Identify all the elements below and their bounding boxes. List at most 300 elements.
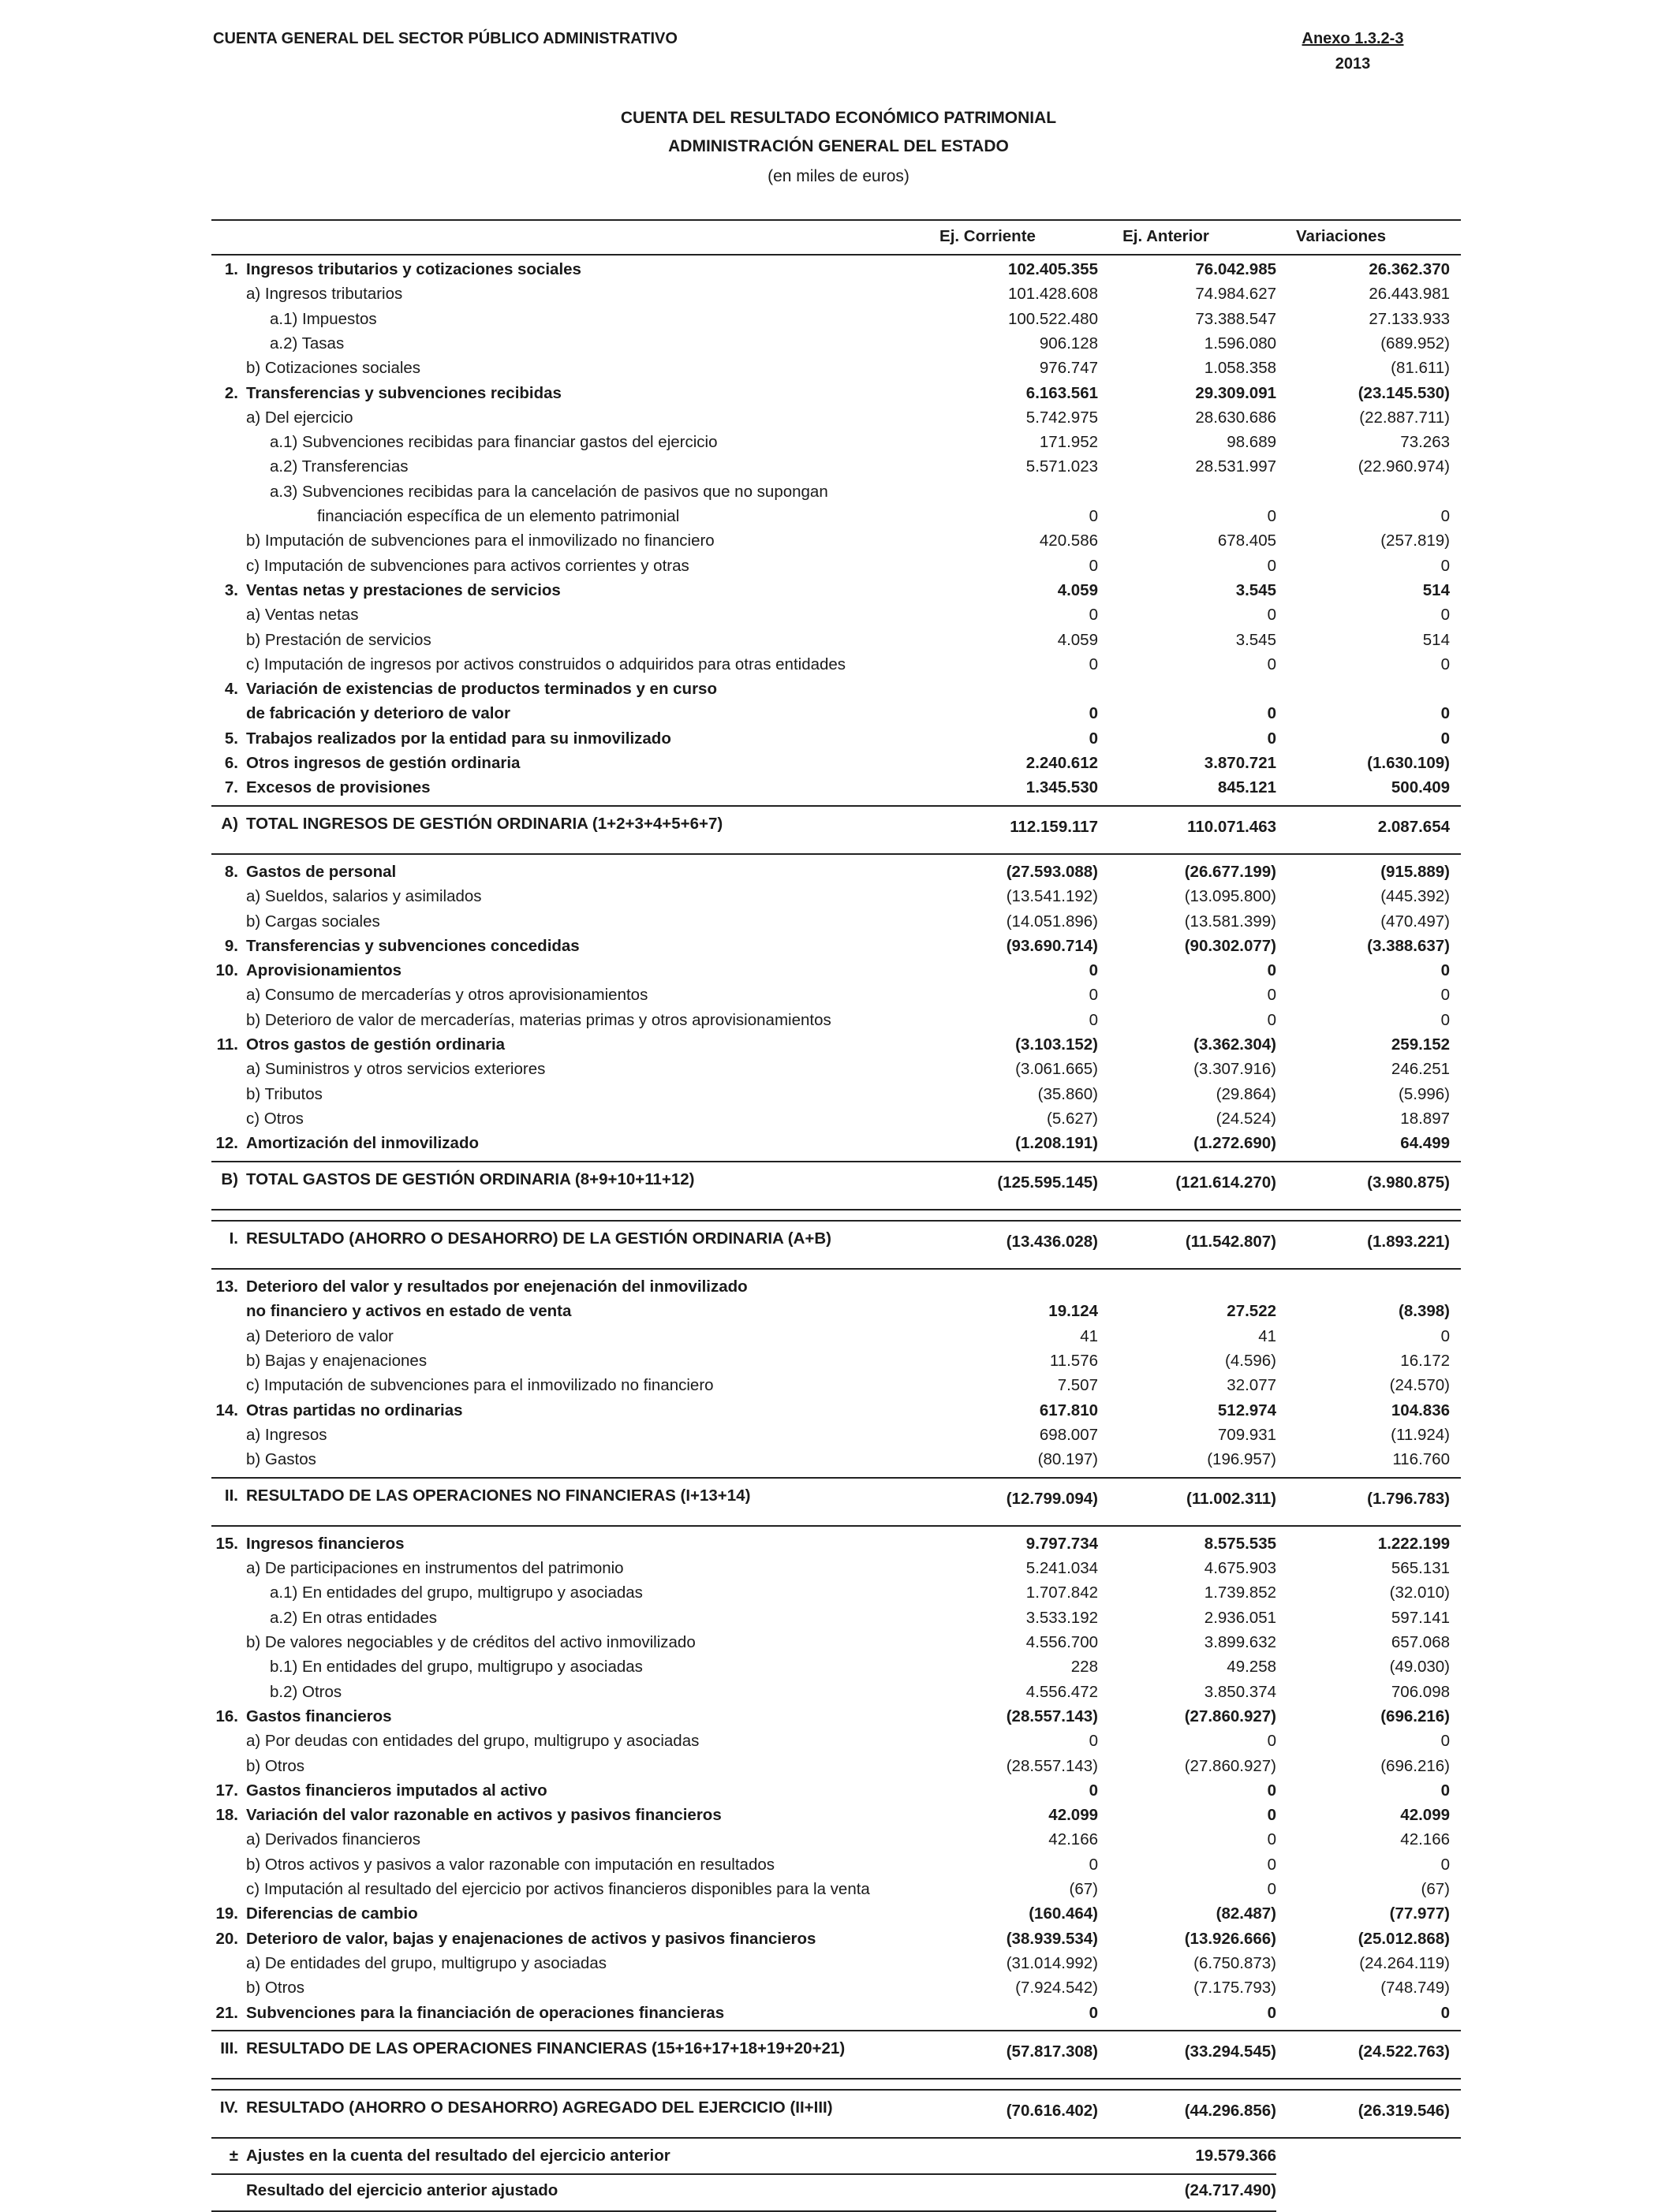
value-previous: (7.175.793) — [1193, 1979, 1276, 1998]
value-current: 0 — [1089, 986, 1098, 1005]
sub-item-row — [0, 1732, 1677, 1756]
value-current: 4.556.700 — [1025, 1633, 1098, 1651]
total-rule-top — [211, 805, 1461, 807]
item-label: b.2) Otros — [270, 1682, 342, 1701]
sub-item-row — [0, 1633, 1677, 1658]
column-header-previous: Ej. Anterior — [1122, 227, 1209, 245]
sub-item-row — [0, 1683, 1677, 1707]
value-previous: (33.294.545) — [1184, 2042, 1276, 2061]
line-item-row — [0, 581, 1677, 606]
value-current: (31.014.992) — [1006, 1953, 1098, 1972]
sub-item-row — [0, 334, 1677, 359]
value-previous: 0 — [1267, 1855, 1276, 1874]
value-current: (27.593.088) — [1006, 862, 1098, 881]
sub-item-row — [0, 310, 1677, 334]
value-current: 7.507 — [1057, 1376, 1098, 1395]
sub-item-row — [0, 912, 1677, 937]
item-label: RESULTADO DE LAS OPERACIONES NO FINANCIERAS (I+13+14) — [246, 1486, 751, 1505]
value-current: (160.464) — [1029, 1904, 1098, 1923]
item-label: c) Imputación al resultado del ejercicio por activos financieros disponibles para la venta — [246, 1880, 870, 1898]
item-label: b) Otros — [246, 1979, 305, 1998]
line-item-row — [0, 1806, 1677, 1830]
value-current: 0 — [1089, 2003, 1098, 2022]
item-label: a) De participaciones en instrumentos del patrimonio — [246, 1559, 624, 1578]
value-previous: (1.272.690) — [1193, 1134, 1276, 1153]
value-variation: 0 — [1440, 506, 1450, 525]
value-previous: 0 — [1267, 729, 1276, 748]
value-current: 0 — [1089, 1010, 1098, 1029]
value-current: (13.436.028) — [1006, 1232, 1098, 1251]
value-variation: 0 — [1440, 606, 1450, 625]
value-current: 228 — [1070, 1658, 1098, 1677]
item-label: a.2) Transferencias — [270, 457, 409, 476]
item-number: II. — [224, 1486, 238, 1505]
item-label: b) Otros — [246, 1756, 305, 1775]
line-item-row — [0, 729, 1677, 754]
item-label: Transferencias y subvenciones recibidas — [246, 383, 562, 402]
report-entity: CUENTA GENERAL DEL SECTOR PÚBLICO ADMINISTRATIVO — [213, 30, 678, 47]
total-row — [0, 1170, 1677, 1201]
sub-item-row — [0, 483, 1677, 532]
value-previous: 29.309.091 — [1195, 383, 1276, 402]
line-item-row — [0, 1035, 1677, 1060]
value-variation: 0 — [1440, 1781, 1450, 1800]
value-variation: 500.409 — [1391, 778, 1450, 797]
item-number: A) — [221, 814, 238, 833]
value-variation: 26.362.370 — [1369, 260, 1450, 278]
value-variation: 0 — [1440, 986, 1450, 1005]
line-item-row — [0, 961, 1677, 986]
item-label: a) Deterioro de valor — [246, 1326, 394, 1345]
value-variation: (445.392) — [1380, 887, 1450, 906]
value-variation: 64.499 — [1400, 1134, 1450, 1153]
total-rule-top — [211, 2030, 1461, 2031]
item-number: 14. — [215, 1401, 238, 1419]
value-current: 0 — [1089, 704, 1098, 723]
sub-item-row — [0, 986, 1677, 1010]
value-variation: 0 — [1440, 1326, 1450, 1345]
value-previous: (27.860.927) — [1184, 1756, 1276, 1775]
item-label: Deterioro del valor y resultados por enejenación del inmovilizado — [246, 1278, 748, 1296]
sub-item-row — [0, 1085, 1677, 1110]
value-current: 102.405.355 — [1007, 260, 1098, 278]
value-previous: 678.405 — [1217, 532, 1276, 550]
value-current: 112.159.117 — [1010, 817, 1098, 836]
line-item-row — [0, 680, 1677, 729]
item-label: Transferencias y subvenciones concedidas — [246, 936, 580, 955]
sub-item-row — [0, 1856, 1677, 1880]
value-variation: 73.263 — [1400, 433, 1450, 452]
value-variation: 18.897 — [1400, 1109, 1450, 1128]
value-previous: 1.596.080 — [1204, 334, 1276, 353]
value-current: 101.428.608 — [1007, 285, 1098, 304]
value-variation: (81.611) — [1391, 359, 1450, 378]
currency-unit: (en miles de euros) — [768, 167, 909, 185]
value-current: 1.345.530 — [1025, 778, 1098, 797]
item-number: III. — [220, 2039, 238, 2057]
value-variation: (748.749) — [1380, 1979, 1450, 1998]
value-previous: (4.596) — [1225, 1352, 1276, 1370]
value-variation: 0 — [1440, 1855, 1450, 1874]
value-current: 906.128 — [1039, 334, 1098, 353]
value-previous: (24.524) — [1216, 1109, 1276, 1128]
item-number: IV. — [219, 2098, 238, 2117]
value-current: (7.924.542) — [1015, 1979, 1098, 1998]
item-label: Diferencias de cambio — [246, 1904, 418, 1923]
value-variation: (22.887.711) — [1359, 408, 1450, 427]
value-previous: (13.095.800) — [1184, 887, 1276, 906]
adjustment-rule — [211, 2173, 1276, 2175]
item-label: c) Imputación de subvenciones para activos corrientes y otras — [246, 556, 689, 575]
value-variation: (3.388.637) — [1367, 936, 1450, 955]
value-current: (14.051.896) — [1006, 912, 1098, 931]
value-variation: 0 — [1440, 1010, 1450, 1029]
line-item-row — [0, 754, 1677, 778]
value-variation: (24.570) — [1389, 1376, 1450, 1395]
item-label: a.3) Subvenciones recibidas para la cancelación de pasivos que no supongan — [270, 482, 828, 501]
value-previous: 709.931 — [1217, 1425, 1276, 1444]
item-label: c) Imputación de subvenciones para el inmovilizado no financiero — [246, 1376, 714, 1395]
item-number: ± — [229, 2147, 238, 2165]
item-label: Resultado del ejercicio anterior ajustado — [246, 2180, 558, 2199]
value-current: 5.241.034 — [1025, 1559, 1098, 1578]
value-previous: (13.926.666) — [1184, 1929, 1276, 1948]
value-previous: 0 — [1267, 506, 1276, 525]
item-label: RESULTADO DE LAS OPERACIONES FINANCIERAS (15+16+17+18+19+20+21) — [246, 2039, 846, 2057]
value-previous: 3.545 — [1235, 580, 1276, 599]
value-previous: 0 — [1267, 556, 1276, 575]
sub-item-row — [0, 631, 1677, 655]
line-item-row — [0, 1707, 1677, 1732]
value-current: 4.059 — [1057, 630, 1098, 649]
value-previous: 76.042.985 — [1195, 260, 1276, 278]
total-rule-bottom — [211, 1525, 1461, 1527]
value-previous: 73.388.547 — [1195, 309, 1276, 328]
value-current: (28.557.143) — [1006, 1707, 1098, 1725]
item-label: a) Ventas netas — [246, 606, 359, 625]
total-row — [0, 1229, 1677, 1260]
item-number: 21. — [215, 2003, 238, 2022]
value-current: (12.799.094) — [1006, 1489, 1098, 1508]
sub-item-row — [0, 1979, 1677, 2003]
annex-reference: Anexo 1.3.2-3 — [1302, 30, 1404, 47]
item-label: Variación de existencias de productos terminados y en curso — [246, 680, 717, 699]
line-item-row — [0, 260, 1677, 285]
value-current: 617.810 — [1039, 1401, 1098, 1419]
total-row — [0, 2039, 1677, 2070]
item-number: 1. — [224, 260, 238, 278]
value-previous: (82.487) — [1216, 1904, 1276, 1923]
item-label: b) Cargas sociales — [246, 912, 380, 931]
line-item-row — [0, 778, 1677, 803]
column-header-variation: Variaciones — [1296, 227, 1386, 245]
value-current: 976.747 — [1039, 359, 1098, 378]
value-previous: 0 — [1267, 655, 1276, 673]
value-current: 42.166 — [1048, 1830, 1098, 1849]
item-label: a) Suministros y otros servicios exteriores — [246, 1060, 546, 1079]
total-rule-bottom — [211, 853, 1461, 855]
value-previous: 4.675.903 — [1204, 1559, 1276, 1578]
value-current: 100.522.480 — [1007, 309, 1098, 328]
value-current: 0 — [1089, 506, 1098, 525]
value-previous: 110.071.463 — [1187, 817, 1276, 836]
item-label: Otras partidas no ordinarias — [246, 1401, 463, 1419]
sub-item-row — [0, 1110, 1677, 1134]
sub-item-row — [0, 2181, 1677, 2206]
line-item-row — [0, 863, 1677, 887]
value-variation: (689.952) — [1380, 334, 1450, 353]
total-rule-bottom — [211, 1209, 1461, 1210]
item-number: 7. — [224, 778, 238, 797]
value-current: (13.541.192) — [1006, 887, 1098, 906]
line-item-row — [0, 2004, 1677, 2028]
item-number: 4. — [224, 680, 238, 699]
item-label: Aprovisionamientos — [246, 961, 402, 980]
value-variation: 1.222.199 — [1377, 1534, 1450, 1553]
sub-item-row — [0, 1880, 1677, 1904]
value-current: 19.124 — [1048, 1302, 1098, 1321]
value-current: 5.571.023 — [1025, 457, 1098, 476]
value-current: 2.240.612 — [1025, 754, 1098, 772]
value-variation: 0 — [1440, 655, 1450, 673]
value-variation: 657.068 — [1391, 1633, 1450, 1651]
sub-item-row — [0, 457, 1677, 482]
value-variation: 27.133.933 — [1369, 309, 1450, 328]
sub-item-row — [0, 1830, 1677, 1855]
value-current: 0 — [1089, 606, 1098, 625]
value-current: (3.061.665) — [1015, 1060, 1098, 1079]
value-variation: (26.319.546) — [1358, 2102, 1450, 2121]
value-previous: 28.531.997 — [1195, 457, 1276, 476]
value-variation: 246.251 — [1391, 1060, 1450, 1079]
total-rule-top — [211, 2089, 1461, 2091]
value-variation: (67) — [1421, 1880, 1450, 1898]
value-previous: 3.850.374 — [1204, 1682, 1276, 1701]
line-item-row — [0, 1401, 1677, 1426]
item-number: I. — [229, 1229, 238, 1248]
value-variation: 514 — [1422, 630, 1450, 649]
value-variation: (1.796.783) — [1367, 1489, 1450, 1508]
item-label: b) Prestación de servicios — [246, 630, 431, 649]
value-variation: 597.141 — [1391, 1608, 1450, 1627]
item-label: c) Otros — [246, 1109, 304, 1128]
value-previous: (3.307.916) — [1193, 1060, 1276, 1079]
line-item-row — [0, 1278, 1677, 1327]
table-top-rule — [211, 219, 1461, 221]
sub-item-row — [0, 1658, 1677, 1682]
item-label: Subvenciones para la financiación de operaciones financieras — [246, 2003, 725, 2022]
item-number: 8. — [224, 862, 238, 881]
total-rule-bottom — [211, 1268, 1461, 1270]
value-current: 0 — [1089, 556, 1098, 575]
item-label: a.2) En otras entidades — [270, 1608, 437, 1627]
value-current: 1.707.842 — [1025, 1583, 1098, 1602]
value-variation: 0 — [1440, 729, 1450, 748]
value-current: (28.557.143) — [1006, 1756, 1098, 1775]
total-rule-top — [211, 1477, 1461, 1479]
item-label: c) Imputación de ingresos por activos construidos o adquiridos para otras entidades — [246, 655, 846, 673]
value-current: 4.059 — [1057, 580, 1098, 599]
value-previous: (24.717.490) — [1184, 2180, 1276, 2199]
value-current: 4.556.472 — [1025, 1682, 1098, 1701]
item-label: a) Sueldos, salarios y asimilados — [246, 887, 482, 906]
item-label: TOTAL GASTOS DE GESTIÓN ORDINARIA (8+9+10+11+12) — [246, 1169, 695, 1188]
item-number: 12. — [215, 1134, 238, 1153]
item-number: 5. — [224, 729, 238, 748]
item-number: 17. — [215, 1781, 238, 1800]
value-variation: 0 — [1440, 704, 1450, 723]
value-variation: (25.012.868) — [1358, 1929, 1450, 1948]
value-previous: (6.750.873) — [1193, 1953, 1276, 1972]
value-variation: (696.216) — [1380, 1707, 1450, 1725]
line-item-row — [0, 2147, 1677, 2171]
sub-item-row — [0, 1609, 1677, 1633]
value-previous: 41 — [1258, 1326, 1276, 1345]
item-label: a) De entidades del grupo, multigrupo y asociadas — [246, 1953, 607, 1972]
item-label: b.1) En entidades del grupo, multigrupo y asociadas — [270, 1658, 643, 1677]
item-label: Ajustes en la cuenta del resultado del ejercicio anterior — [246, 2147, 670, 2165]
item-number: 2. — [224, 383, 238, 402]
value-variation: 0 — [1440, 961, 1450, 980]
item-number: B) — [221, 1169, 238, 1188]
value-previous: 0 — [1267, 1806, 1276, 1825]
line-item-row — [0, 384, 1677, 408]
item-number: 18. — [215, 1806, 238, 1825]
value-current: 698.007 — [1039, 1425, 1098, 1444]
value-variation: (49.030) — [1389, 1658, 1450, 1677]
value-previous: (3.362.304) — [1193, 1035, 1276, 1054]
total-rule-top — [211, 1161, 1461, 1162]
item-label: b) Gastos — [246, 1450, 316, 1469]
value-current: 11.576 — [1049, 1352, 1098, 1370]
value-current: (125.595.145) — [997, 1173, 1098, 1192]
value-variation: 706.098 — [1391, 1682, 1450, 1701]
value-current: (35.860) — [1037, 1084, 1098, 1103]
item-label: Gastos financieros — [246, 1707, 392, 1725]
line-item-row — [0, 1904, 1677, 1929]
sub-item-row — [0, 1559, 1677, 1583]
item-label: b) Cotizaciones sociales — [246, 359, 421, 378]
value-previous: 49.258 — [1227, 1658, 1276, 1677]
line-item-row — [0, 1781, 1677, 1806]
line-item-row — [0, 1535, 1677, 1559]
item-label: a.1) En entidades del grupo, multigrupo y asociadas — [270, 1583, 643, 1602]
item-label: a.1) Subvenciones recibidas para financiar gastos del ejercicio — [270, 433, 718, 452]
item-label: a) Ingresos — [246, 1425, 327, 1444]
value-previous: (27.860.927) — [1184, 1707, 1276, 1725]
item-label: a.2) Tasas — [270, 334, 345, 353]
value-current: 6.163.561 — [1025, 383, 1098, 402]
sub-item-row — [0, 606, 1677, 630]
value-previous: (29.864) — [1216, 1084, 1276, 1103]
value-previous: 32.077 — [1227, 1376, 1276, 1395]
value-current: 0 — [1089, 729, 1098, 748]
value-current: (5.627) — [1047, 1109, 1098, 1128]
value-current: 420.586 — [1039, 532, 1098, 550]
item-number: 3. — [224, 580, 238, 599]
value-current: 41 — [1080, 1326, 1098, 1345]
value-variation: 16.172 — [1400, 1352, 1450, 1370]
sub-item-row — [0, 1426, 1677, 1450]
value-previous: 3.899.632 — [1204, 1633, 1276, 1651]
value-current: (80.197) — [1037, 1450, 1098, 1469]
statement-title: CUENTA DEL RESULTADO ECONÓMICO PATRIMONIAL — [620, 109, 1057, 127]
item-label: a) Por deudas con entidades del grupo, multigrupo y asociadas — [246, 1732, 700, 1751]
total-rule-top — [211, 1220, 1461, 1222]
value-variation: 42.166 — [1400, 1830, 1450, 1849]
value-current: (93.690.714) — [1006, 936, 1098, 955]
item-label: Amortización del inmovilizado — [246, 1134, 480, 1153]
value-current: (70.616.402) — [1006, 2102, 1098, 2121]
value-variation: (696.216) — [1380, 1756, 1450, 1775]
value-variation: (77.977) — [1389, 1904, 1450, 1923]
column-header-rule — [211, 254, 1461, 256]
value-previous: (13.581.399) — [1184, 912, 1276, 931]
value-variation: (11.924) — [1391, 1425, 1450, 1444]
value-variation: (5.996) — [1399, 1084, 1450, 1103]
item-label: a) Ingresos tributarios — [246, 285, 403, 304]
item-label: Gastos de personal — [246, 862, 397, 881]
sub-item-row — [0, 359, 1677, 383]
item-number: 10. — [215, 961, 238, 980]
value-previous: 74.984.627 — [1195, 285, 1276, 304]
value-previous: 28.630.686 — [1195, 408, 1276, 427]
value-current: 0 — [1089, 961, 1098, 980]
value-variation: 26.443.981 — [1369, 285, 1450, 304]
value-previous: 1.739.852 — [1204, 1583, 1276, 1602]
sub-item-row — [0, 285, 1677, 309]
value-current: 5.742.975 — [1025, 408, 1098, 427]
sub-item-row — [0, 1583, 1677, 1608]
line-item-row — [0, 1930, 1677, 1954]
value-variation: 116.760 — [1392, 1450, 1450, 1469]
sub-item-row — [0, 655, 1677, 680]
sub-item-row — [0, 408, 1677, 433]
item-label: b) Imputación de subvenciones para el inmovilizado no financiero — [246, 532, 715, 550]
value-previous: 3.545 — [1235, 630, 1276, 649]
value-previous: (121.614.270) — [1175, 1173, 1276, 1192]
value-variation: 0 — [1440, 556, 1450, 575]
value-variation: 565.131 — [1391, 1559, 1450, 1578]
item-label: RESULTADO (AHORRO O DESAHORRO) AGREGADO DEL EJERCICIO (II+III) — [246, 2098, 833, 2117]
value-previous: 0 — [1267, 986, 1276, 1005]
value-previous: 0 — [1267, 704, 1276, 723]
item-label: Gastos financieros imputados al activo — [246, 1781, 547, 1800]
value-previous: (90.302.077) — [1184, 936, 1276, 955]
value-previous: 0 — [1267, 2003, 1276, 2022]
sub-item-row — [0, 1011, 1677, 1035]
item-label: TOTAL INGRESOS DE GESTIÓN ORDINARIA (1+2+3+4+5+6+7) — [246, 814, 723, 833]
sub-item-row — [0, 1450, 1677, 1475]
value-previous: (11.002.311) — [1186, 1489, 1276, 1508]
sub-item-row — [0, 557, 1677, 581]
value-variation: (22.960.974) — [1358, 457, 1450, 476]
value-variation: (24.264.119) — [1359, 1953, 1450, 1972]
value-variation: (32.010) — [1389, 1583, 1450, 1602]
value-current: (1.208.191) — [1015, 1134, 1098, 1153]
sub-item-row — [0, 1757, 1677, 1781]
item-label: Deterioro de valor, bajas y enajenaciones de activos y pasivos financieros — [246, 1929, 816, 1948]
value-current: 0 — [1089, 655, 1098, 673]
value-previous: (26.677.199) — [1184, 862, 1276, 881]
sub-item-row — [0, 1954, 1677, 1979]
value-variation: (470.497) — [1380, 912, 1450, 931]
item-label: a) Del ejercicio — [246, 408, 353, 427]
item-label: Variación del valor razonable en activos y pasivos financieros — [246, 1806, 722, 1825]
sub-item-row — [0, 1376, 1677, 1401]
value-previous: 98.689 — [1227, 433, 1276, 452]
value-current: (67) — [1069, 1880, 1098, 1898]
